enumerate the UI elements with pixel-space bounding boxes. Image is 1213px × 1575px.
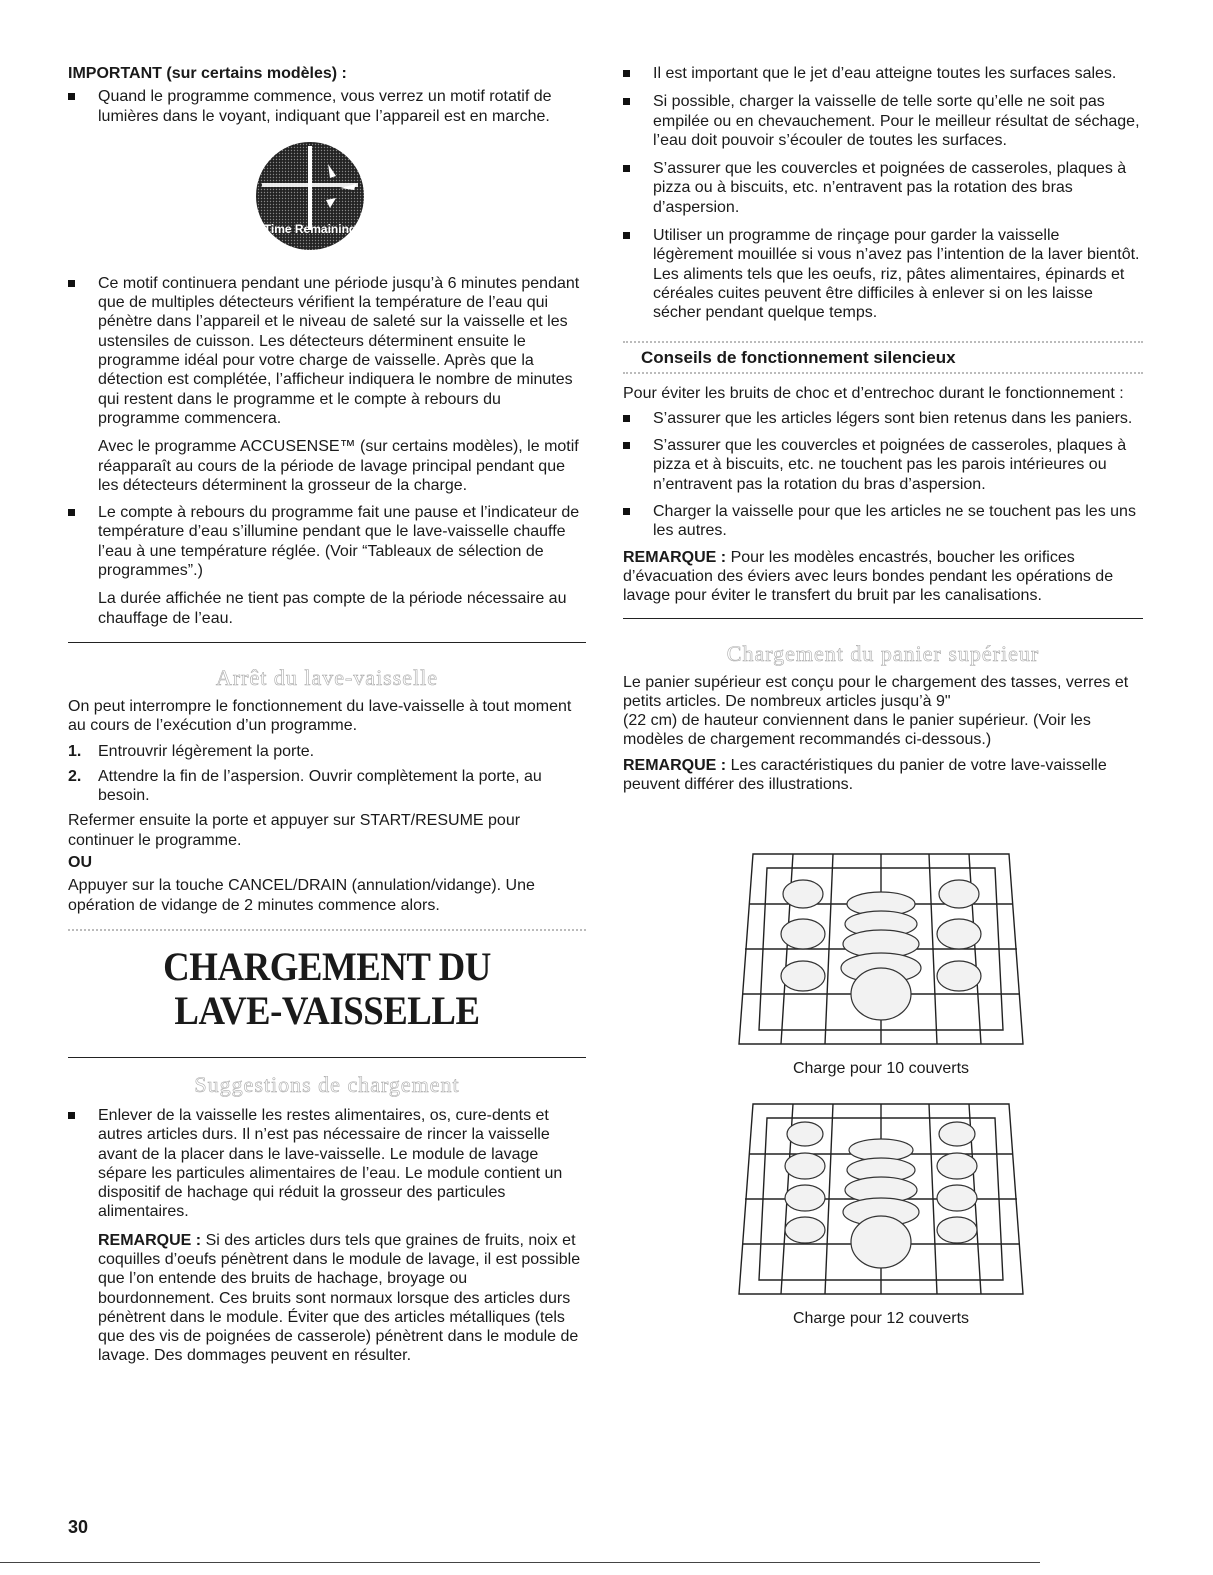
main-title-line1: CHARGEMENT DU [163,943,491,989]
list-item: Utiliser un programme de rinçage pour garder la vaisselle légèrement mouillée si vous n’avez pas l’intention de la laver bientôt. Les aliments tels que les oeufs, riz, pâtes alimentaires, épinards et céréales cuites peuvent être difficiles à enlever si on les laisse sécher pendant quelque temps. [623,226,1143,322]
list-item: Quand le programme commence, vous verrez un motif rotatif de lumières dans le voyant, indiquant que l’appareil est en marche. [68,87,586,126]
time-remaining-indicator [254,140,366,252]
dotted-divider [68,929,586,931]
quiet-list [623,409,1143,541]
list-item: Charger la vaisselle pour que les articles ne se touchent pas les uns les autres. [623,502,1143,541]
stop-after: Refermer ensuite la porte et appuyer sur START/RESUME pour continuer le programme. [68,812,521,849]
step-text: Entrouvrir légèrement la porte. [98,742,315,760]
section-divider [68,642,586,643]
remark-text: Si des articles durs tels que graines de fruits, noix et coquilles d’oeufs pénètrent dans le module de lavage, il est possible que l’on entende des bruits de hachage, broyage ou bourdonnement. Ces bruits sont normaux lorsque des articles durs pénètrent dans le module. Éviter que des articles métalliques (tels que des vis de poignées de casserole) pénètrent dans le module de lavage. Des dommages peuvent en résulter. [98,1231,581,1365]
remark-label: REMARQUE : [98,1231,202,1249]
main-title-line2: LAVE-VAISSELLE [174,987,480,1033]
step-text: Attendre la fin de l’aspersion. Ouvrir complètement la porte, au besoin. [98,767,542,805]
remark-label: REMARQUE : [623,548,727,566]
list-item: Il est important que le jet d’eau atteigne toutes les surfaces sales. [623,64,1143,83]
bottom-rule [0,1562,1040,1563]
spray-list [623,64,1143,323]
list-item [68,742,586,761]
cancel-text: Appuyer sur la touche CANCEL/DRAIN (annulation/vidange). Une opération de vidange de 2 minutes commence alors. [68,877,535,914]
quiet-remark [623,548,1143,606]
quiet-heading: Conseils de fonctionnement silencieux [641,347,956,367]
upper-intro-line1: Le panier supérieur est conçu pour le chargement des tasses, verres et petits articles. De nombreux articles jusqu’à 9" [623,673,1129,710]
list-item: S’assurer que les articles légers sont bien retenus dans les paniers. [623,409,1143,428]
section-divider [623,618,1143,619]
list-item [68,274,586,495]
list-item [68,503,586,628]
upper-intro-line2: (22 cm) de hauteur conviennent dans le panier supérieur. (Voir les modèles de chargement recommandés ci-dessous.) [623,712,1091,749]
bullet-text: Ce motif continuera pendant une période jusqu’à 6 minutes pendant que de multiples détecteurs vérifient la température de l’eau qui pénètre dans l’appareil et le niveau de saleté sur la vaisselle et les ustensiles de cuisson. Les détecteurs déterminent ensuite le programme idéal pour votre charge de vaisselle. Après que la détection est complétée, l’afficheur indiquera le nombre de minutes qui restent dans le programme et le compte à rebours du programme commencera. [98,274,580,427]
upper-intro [623,673,1143,750]
heating-paragraph: La durée affichée ne tient pas compte de la période nécessaire au chauffage de l’eau. [98,590,567,627]
important-heading: IMPORTANT (sur certains modèles) : [68,65,347,82]
remark-text: Pour les modèles encastrés, boucher les orifices d’évacuation des éviers avec leurs bondes pendant les opérations de lavage pour éviter le transfert du bruit par les canalisations. [623,548,1114,605]
stop-intro: On peut interrompre le fonctionnement du lave-vaisselle à tout moment au cours de l’exécution d’un programme. [68,697,572,735]
stop-heading: Arrêt du lave-vaisselle [215,664,439,690]
list-item: S’assurer que les couvercles et poignées de casseroles, plaques à pizza et à biscuits, etc. ne touchent pas les parois intérieures ou n’entravent pas la rotation du bras d’aspersion. [623,436,1143,494]
step-number: 2. [68,767,82,785]
indicator-label: Time Remaining [263,221,357,236]
left-column [68,64,586,1366]
main-title [68,945,586,1033]
detector-list [68,274,586,628]
page-number: 30 [68,1517,89,1537]
bullet-text: Enlever de la vaisselle les restes alimentaires, os, cure-dents et autres articles durs. Il n’est pas nécessaire de rincer la vaisselle avant de la placer dans le lave-vaisselle. Le module de lavage sépare les particules alimentaires de l’eau. Le module contient un dispositif de hachage qui réduit la grosseur des particules alimentaires. [98,1106,563,1221]
rack-illustration-10 [733,844,1029,1078]
right-column [623,64,1143,1328]
step-number: 1. [68,742,82,760]
suggestions-heading: Suggestions de chargement [194,1071,460,1097]
rack-illustration-12 [733,1094,1029,1328]
dotted-divider [623,341,1143,343]
suggestions-list [68,1106,586,1366]
section-divider [68,1057,586,1058]
list-item [68,1106,586,1366]
list-item: Si possible, charger la vaisselle de telle sorte qu’elle ne soit pas empilée ou en chevauchement. Pour le meilleur résultat de séchage, l’eau doit pouvoir s’écouler de toutes les surfaces. [623,92,1143,150]
remark-text: Les caractéristiques du panier de votre lave-vaisselle peuvent différer des illustrations. [623,756,1107,794]
upper-rack-heading: Chargement du panier supérieur [726,640,1040,666]
list-item: S’assurer que les couvercles et poignées de casseroles, plaques à pizza ou à biscuits, etc. n’entravent pas la rotation des bras d’aspersion. [623,159,1143,217]
list-item [68,767,586,806]
important-list [68,87,586,126]
quiet-intro: Pour éviter les bruits de choc et d’entrechoc durant le fonctionnement : [623,384,1124,402]
stop-steps [68,742,586,806]
remark-label: REMARQUE : [623,756,727,774]
caption-10-settings: Charge pour 10 couverts [792,1060,970,1078]
bullet-text: Le compte à rebours du programme fait une pause et l’indicateur de température d’eau s’illumine pendant que le lave-vaisselle chauffe l’eau à une température réglée. (Voir “Tableaux de sélection de programmes”.) [98,504,580,580]
suggestion-remark [98,1231,586,1366]
accusense-paragraph: Avec le programme ACCUSENSE™ (sur certains modèles), le motif réapparaît au cours de la période de lavage principal pendant que les détecteurs déterminent la grosseur de la charge. [98,438,579,494]
upper-remark [623,756,1143,795]
caption-12-settings: Charge pour 12 couverts [792,1310,970,1328]
or-label: OU [68,854,92,872]
dotted-divider [623,372,1143,374]
